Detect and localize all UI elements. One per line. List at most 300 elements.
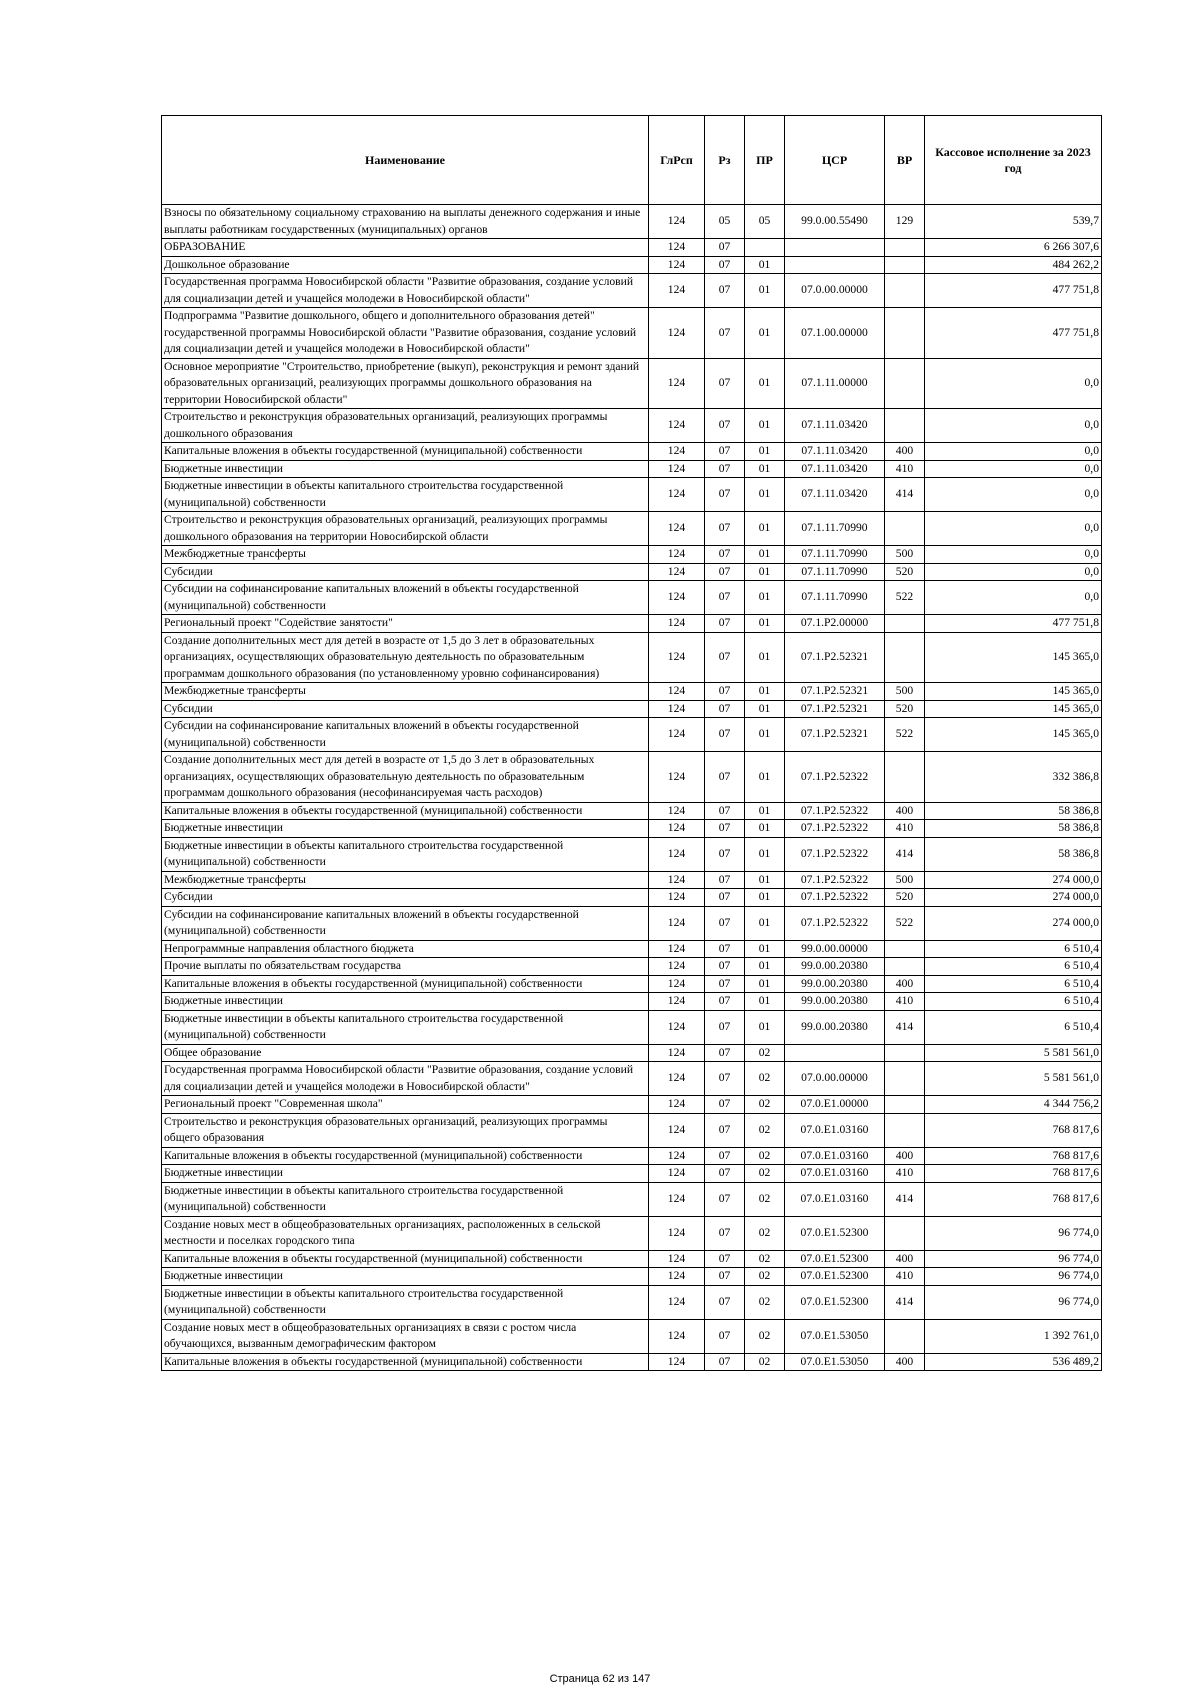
cell-amount: 0,0 (925, 512, 1102, 546)
table-row (162, 443, 1102, 461)
cell-pr: 01 (745, 802, 785, 820)
cell-vr (885, 615, 925, 633)
cell-name: Субсидии на софинансирование капитальных вложений в объекты государственной (муниципальной) собственности (162, 581, 649, 615)
cell-pr: 01 (745, 581, 785, 615)
cell-pr: 02 (745, 1353, 785, 1371)
cell-csr: 99.0.00.00000 (785, 940, 885, 958)
cell-name: Создание новых мест в общеобразовательных организациях в связи с ростом числа обучающихся, вызванным демографическим фактором (162, 1319, 649, 1353)
cell-pr: 01 (745, 752, 785, 803)
cell-csr: 07.1.P2.52322 (785, 871, 885, 889)
cell-glrsp: 124 (649, 906, 705, 940)
cell-amount: 477 751,8 (925, 308, 1102, 359)
cell-name: ОБРАЗОВАНИЕ (162, 239, 649, 257)
cell-pr: 01 (745, 308, 785, 359)
cell-vr: 410 (885, 1165, 925, 1183)
cell-rz: 07 (705, 581, 745, 615)
cell-pr: 05 (745, 205, 785, 239)
cell-pr: 01 (745, 460, 785, 478)
cell-csr: 07.1.11.00000 (785, 358, 885, 409)
cell-csr: 07.1.11.70990 (785, 563, 885, 581)
cell-vr: 129 (885, 205, 925, 239)
cell-amount: 6 510,4 (925, 993, 1102, 1011)
cell-amount: 0,0 (925, 478, 1102, 512)
header-vr: ВР (885, 116, 925, 205)
cell-amount: 539,7 (925, 205, 1102, 239)
cell-pr: 01 (745, 632, 785, 683)
cell-glrsp: 124 (649, 460, 705, 478)
cell-csr: 07.1.P2.00000 (785, 615, 885, 633)
cell-amount: 145 365,0 (925, 700, 1102, 718)
cell-pr: 02 (745, 1216, 785, 1250)
footer-total-pages: 147 (632, 1673, 651, 1685)
cell-amount: 0,0 (925, 546, 1102, 564)
cell-csr: 07.1.P2.52322 (785, 820, 885, 838)
cell-pr: 02 (745, 1062, 785, 1096)
cell-csr: 07.1.11.03420 (785, 460, 885, 478)
cell-vr (885, 308, 925, 359)
cell-pr: 01 (745, 443, 785, 461)
cell-vr: 414 (885, 1010, 925, 1044)
cell-csr: 99.0.00.20380 (785, 993, 885, 1011)
table-row (162, 308, 1102, 359)
cell-name: Взносы по обязательному социальному страхованию на выплаты денежного содержания и иные выплаты работникам государственных (муниципальных) органов (162, 205, 649, 239)
cell-amount: 145 365,0 (925, 632, 1102, 683)
cell-pr: 01 (745, 940, 785, 958)
cell-name: Бюджетные инвестиции в объекты капитального строительства государственной (муниципальной) собственности (162, 1010, 649, 1044)
cell-name: Бюджетные инвестиции (162, 1268, 649, 1286)
cell-csr: 07.0.E1.53050 (785, 1353, 885, 1371)
cell-amount: 1 392 761,0 (925, 1319, 1102, 1353)
cell-rz: 07 (705, 615, 745, 633)
cell-pr (745, 239, 785, 257)
table-row (162, 1044, 1102, 1062)
table-row (162, 563, 1102, 581)
table-row (162, 752, 1102, 803)
cell-name: Бюджетные инвестиции в объекты капитального строительства государственной (муниципальной) собственности (162, 1285, 649, 1319)
cell-rz: 07 (705, 940, 745, 958)
cell-csr: 07.1.P2.52322 (785, 906, 885, 940)
table-row (162, 940, 1102, 958)
cell-csr: 07.1.11.03420 (785, 443, 885, 461)
footer-prefix: Страница (549, 1673, 600, 1685)
cell-rz: 07 (705, 546, 745, 564)
cell-vr: 410 (885, 820, 925, 838)
cell-rz: 07 (705, 308, 745, 359)
cell-glrsp: 124 (649, 889, 705, 907)
table-row (162, 1010, 1102, 1044)
cell-rz: 07 (705, 837, 745, 871)
cell-rz: 07 (705, 1285, 745, 1319)
cell-glrsp: 124 (649, 837, 705, 871)
table-row (162, 1285, 1102, 1319)
cell-glrsp: 124 (649, 940, 705, 958)
cell-name: Межбюджетные трансферты (162, 871, 649, 889)
table-row (162, 1147, 1102, 1165)
cell-csr: 07.0.E1.52300 (785, 1268, 885, 1286)
cell-glrsp: 124 (649, 512, 705, 546)
cell-pr: 01 (745, 837, 785, 871)
footer-page-number: 62 (602, 1673, 615, 1685)
cell-vr (885, 1113, 925, 1147)
cell-glrsp: 124 (649, 581, 705, 615)
table-row (162, 460, 1102, 478)
cell-glrsp: 124 (649, 1096, 705, 1114)
table-row (162, 958, 1102, 976)
table-row (162, 1353, 1102, 1371)
cell-amount: 274 000,0 (925, 871, 1102, 889)
header-pr: ПР (745, 116, 785, 205)
cell-csr: 07.1.P2.52321 (785, 683, 885, 701)
cell-pr: 01 (745, 478, 785, 512)
cell-amount: 6 510,4 (925, 958, 1102, 976)
cell-amount: 0,0 (925, 581, 1102, 615)
cell-csr: 07.0.E1.03160 (785, 1147, 885, 1165)
cell-name: Бюджетные инвестиции (162, 993, 649, 1011)
cell-pr: 02 (745, 1268, 785, 1286)
cell-csr: 07.1.P2.52322 (785, 802, 885, 820)
cell-csr (785, 1044, 885, 1062)
cell-vr: 520 (885, 563, 925, 581)
cell-csr (785, 239, 885, 257)
table-row (162, 683, 1102, 701)
cell-name: Строительство и реконструкция образовательных организаций, реализующих программы общего образования (162, 1113, 649, 1147)
cell-csr: 07.1.P2.52322 (785, 752, 885, 803)
cell-csr: 99.0.00.20380 (785, 975, 885, 993)
cell-pr: 01 (745, 993, 785, 1011)
cell-pr: 01 (745, 906, 785, 940)
table-header (162, 116, 1102, 205)
header-rz: Рз (705, 116, 745, 205)
cell-pr: 01 (745, 958, 785, 976)
cell-rz: 07 (705, 632, 745, 683)
cell-vr (885, 1096, 925, 1114)
table-row (162, 1216, 1102, 1250)
table-row (162, 1250, 1102, 1268)
cell-csr: 07.0.E1.52300 (785, 1250, 885, 1268)
cell-vr: 414 (885, 837, 925, 871)
cell-amount: 6 266 307,6 (925, 239, 1102, 257)
cell-glrsp: 124 (649, 1165, 705, 1183)
cell-glrsp: 124 (649, 1062, 705, 1096)
cell-name: Капитальные вложения в объекты государственной (муниципальной) собственности (162, 975, 649, 993)
cell-pr: 01 (745, 871, 785, 889)
cell-glrsp: 124 (649, 1285, 705, 1319)
cell-glrsp: 124 (649, 546, 705, 564)
cell-amount: 332 386,8 (925, 752, 1102, 803)
cell-csr: 99.0.00.55490 (785, 205, 885, 239)
cell-vr: 500 (885, 871, 925, 889)
cell-csr: 07.0.00.00000 (785, 274, 885, 308)
cell-rz: 05 (705, 205, 745, 239)
cell-amount: 5 581 561,0 (925, 1044, 1102, 1062)
cell-rz: 07 (705, 700, 745, 718)
cell-name: Межбюджетные трансферты (162, 546, 649, 564)
cell-vr (885, 940, 925, 958)
cell-glrsp: 124 (649, 409, 705, 443)
cell-amount: 5 581 561,0 (925, 1062, 1102, 1096)
cell-name: Дошкольное образование (162, 256, 649, 274)
cell-vr: 414 (885, 1182, 925, 1216)
table-row (162, 615, 1102, 633)
cell-glrsp: 124 (649, 358, 705, 409)
cell-name: Бюджетные инвестиции в объекты капитального строительства государственной (муниципальной) собственности (162, 478, 649, 512)
table-row (162, 478, 1102, 512)
cell-rz: 07 (705, 563, 745, 581)
cell-vr (885, 256, 925, 274)
cell-csr: 07.1.00.00000 (785, 308, 885, 359)
cell-glrsp: 124 (649, 274, 705, 308)
table-row (162, 906, 1102, 940)
cell-amount: 145 365,0 (925, 683, 1102, 701)
table-row (162, 975, 1102, 993)
cell-vr: 500 (885, 546, 925, 564)
cell-rz: 07 (705, 906, 745, 940)
cell-csr: 07.0.E1.03160 (785, 1165, 885, 1183)
cell-amount: 274 000,0 (925, 889, 1102, 907)
cell-amount: 145 365,0 (925, 718, 1102, 752)
cell-name: Капитальные вложения в объекты государственной (муниципальной) собственности (162, 1147, 649, 1165)
cell-vr (885, 752, 925, 803)
cell-name: Субсидии на софинансирование капитальных вложений в объекты государственной (муниципальной) собственности (162, 718, 649, 752)
cell-glrsp: 124 (649, 1010, 705, 1044)
cell-pr: 01 (745, 409, 785, 443)
cell-name: Создание дополнительных мест для детей в возрасте от 1,5 до 3 лет в образовательных организациях, осуществляющих образовательную деятельность по образовательным программам дошкольного образования (несофинансируемая часть расходов) (162, 752, 649, 803)
table-row (162, 1062, 1102, 1096)
cell-pr: 01 (745, 256, 785, 274)
cell-amount: 6 510,4 (925, 975, 1102, 993)
cell-pr: 02 (745, 1044, 785, 1062)
table-row (162, 1182, 1102, 1216)
cell-amount: 4 344 756,2 (925, 1096, 1102, 1114)
table-row (162, 512, 1102, 546)
cell-csr: 07.1.P2.52321 (785, 718, 885, 752)
cell-vr: 400 (885, 975, 925, 993)
cell-amount: 96 774,0 (925, 1268, 1102, 1286)
cell-vr: 400 (885, 443, 925, 461)
table-row (162, 700, 1102, 718)
cell-name: Региональный проект "Современная школа" (162, 1096, 649, 1114)
cell-csr: 07.0.E1.53050 (785, 1319, 885, 1353)
header-glrsp: ГлРсп (649, 116, 705, 205)
cell-vr (885, 358, 925, 409)
cell-csr: 07.1.P2.52321 (785, 700, 885, 718)
cell-glrsp: 124 (649, 871, 705, 889)
cell-glrsp: 124 (649, 563, 705, 581)
cell-glrsp: 124 (649, 632, 705, 683)
cell-glrsp: 124 (649, 615, 705, 633)
cell-name: Капитальные вложения в объекты государственной (муниципальной) собственности (162, 1353, 649, 1371)
table-row (162, 871, 1102, 889)
cell-vr: 522 (885, 906, 925, 940)
cell-glrsp: 124 (649, 1044, 705, 1062)
table-row (162, 1096, 1102, 1114)
cell-rz: 07 (705, 1268, 745, 1286)
cell-vr (885, 958, 925, 976)
cell-rz: 07 (705, 1113, 745, 1147)
cell-vr (885, 632, 925, 683)
cell-pr: 01 (745, 820, 785, 838)
cell-amount: 58 386,8 (925, 802, 1102, 820)
cell-glrsp: 124 (649, 443, 705, 461)
cell-name: Общее образование (162, 1044, 649, 1062)
cell-name: Капитальные вложения в объекты государственной (муниципальной) собственности (162, 443, 649, 461)
cell-name: Бюджетные инвестиции в объекты капитального строительства государственной (муниципальной) собственности (162, 1182, 649, 1216)
table-row (162, 581, 1102, 615)
cell-pr: 02 (745, 1096, 785, 1114)
table-row (162, 889, 1102, 907)
cell-name: Строительство и реконструкция образовательных организаций, реализующих программы дошкольного образования (162, 409, 649, 443)
cell-rz: 07 (705, 512, 745, 546)
cell-pr: 01 (745, 889, 785, 907)
cell-name: Капитальные вложения в объекты государственной (муниципальной) собственности (162, 1250, 649, 1268)
cell-glrsp: 124 (649, 820, 705, 838)
cell-vr (885, 1216, 925, 1250)
cell-name: Субсидии (162, 563, 649, 581)
table-row (162, 1319, 1102, 1353)
cell-pr: 02 (745, 1250, 785, 1268)
cell-amount: 768 817,6 (925, 1147, 1102, 1165)
cell-csr: 07.1.11.70990 (785, 581, 885, 615)
cell-rz: 07 (705, 460, 745, 478)
cell-csr: 07.0.E1.00000 (785, 1096, 885, 1114)
table-row (162, 993, 1102, 1011)
cell-rz: 07 (705, 1147, 745, 1165)
cell-amount: 0,0 (925, 460, 1102, 478)
cell-glrsp: 124 (649, 752, 705, 803)
table-row (162, 274, 1102, 308)
page-footer (0, 1673, 1200, 1685)
cell-rz: 07 (705, 443, 745, 461)
cell-csr: 07.0.E1.52300 (785, 1285, 885, 1319)
cell-glrsp: 124 (649, 256, 705, 274)
cell-glrsp: 124 (649, 239, 705, 257)
cell-vr (885, 409, 925, 443)
cell-amount: 768 817,6 (925, 1113, 1102, 1147)
cell-name: Субсидии на софинансирование капитальных вложений в объекты государственной (муниципальной) собственности (162, 906, 649, 940)
cell-name: Непрограммные направления областного бюджета (162, 940, 649, 958)
cell-rz: 07 (705, 1216, 745, 1250)
cell-pr: 01 (745, 700, 785, 718)
cell-glrsp: 124 (649, 1250, 705, 1268)
cell-csr: 07.1.11.03420 (785, 478, 885, 512)
cell-name: Подпрограмма "Развитие дошкольного, общего и дополнительного образования детей" государственной программы Новосибирской области "Развитие образования, создание условий для социализации детей и учащейся молодежи в Новосибирской области" (162, 308, 649, 359)
cell-glrsp: 124 (649, 1216, 705, 1250)
cell-glrsp: 124 (649, 1268, 705, 1286)
table-row (162, 358, 1102, 409)
cell-name: Бюджетные инвестиции (162, 820, 649, 838)
cell-name: Капитальные вложения в объекты государственной (муниципальной) собственности (162, 802, 649, 820)
cell-rz: 07 (705, 752, 745, 803)
cell-pr: 01 (745, 975, 785, 993)
cell-amount: 0,0 (925, 358, 1102, 409)
cell-rz: 07 (705, 274, 745, 308)
cell-glrsp: 124 (649, 958, 705, 976)
cell-name: Прочие выплаты по обязательствам государства (162, 958, 649, 976)
cell-pr: 01 (745, 615, 785, 633)
cell-rz: 07 (705, 478, 745, 512)
cell-name: Государственная программа Новосибирской области "Развитие образования, создание условий для социализации детей и учащейся молодежи в Новосибирской области" (162, 274, 649, 308)
cell-amount: 96 774,0 (925, 1285, 1102, 1319)
cell-csr: 07.1.11.70990 (785, 546, 885, 564)
table-row (162, 256, 1102, 274)
cell-glrsp: 124 (649, 1147, 705, 1165)
cell-amount: 768 817,6 (925, 1182, 1102, 1216)
cell-name: Государственная программа Новосибирской области "Развитие образования, создание условий для социализации детей и учащейся молодежи в Новосибирской области" (162, 1062, 649, 1096)
cell-glrsp: 124 (649, 993, 705, 1011)
budget-table (161, 115, 1102, 1371)
cell-csr: 07.1.P2.52321 (785, 632, 885, 683)
cell-rz: 07 (705, 1182, 745, 1216)
table-row (162, 546, 1102, 564)
cell-amount: 0,0 (925, 563, 1102, 581)
cell-amount: 536 489,2 (925, 1353, 1102, 1371)
cell-amount: 768 817,6 (925, 1165, 1102, 1183)
cell-csr: 07.1.P2.52322 (785, 889, 885, 907)
cell-name: Межбюджетные трансферты (162, 683, 649, 701)
cell-glrsp: 124 (649, 683, 705, 701)
cell-vr: 522 (885, 718, 925, 752)
cell-rz: 07 (705, 1165, 745, 1183)
cell-vr (885, 239, 925, 257)
cell-name: Региональный проект "Содействие занятости" (162, 615, 649, 633)
cell-amount: 484 262,2 (925, 256, 1102, 274)
cell-amount: 477 751,8 (925, 274, 1102, 308)
cell-name: Бюджетные инвестиции в объекты капитального строительства государственной (муниципальной) собственности (162, 837, 649, 871)
cell-rz: 07 (705, 993, 745, 1011)
cell-rz: 07 (705, 358, 745, 409)
table-row (162, 632, 1102, 683)
header-amount: Кассовое исполнение за 2023 год (925, 116, 1102, 205)
cell-rz: 07 (705, 958, 745, 976)
cell-csr: 99.0.00.20380 (785, 958, 885, 976)
cell-glrsp: 124 (649, 1113, 705, 1147)
table-row (162, 1268, 1102, 1286)
cell-rz: 07 (705, 802, 745, 820)
cell-name: Бюджетные инвестиции (162, 1165, 649, 1183)
cell-pr: 02 (745, 1147, 785, 1165)
cell-rz: 07 (705, 718, 745, 752)
cell-vr: 520 (885, 700, 925, 718)
cell-name: Создание дополнительных мест для детей в возрасте от 1,5 до 3 лет в образовательных организациях, осуществляющих образовательную деятельность по образовательным программам дошкольного образования (по установленному уровню софинансирования) (162, 632, 649, 683)
cell-pr: 02 (745, 1285, 785, 1319)
cell-csr (785, 256, 885, 274)
cell-vr: 400 (885, 1250, 925, 1268)
cell-amount: 6 510,4 (925, 1010, 1102, 1044)
cell-glrsp: 124 (649, 718, 705, 752)
cell-name: Основное мероприятие "Строительство, приобретение (выкуп), реконструкция и ремонт зданий образовательных организаций, реализующих программы дошкольного образования на территории Новосибирской области" (162, 358, 649, 409)
cell-amount: 0,0 (925, 443, 1102, 461)
cell-rz: 07 (705, 683, 745, 701)
cell-name: Субсидии (162, 700, 649, 718)
table-row (162, 239, 1102, 257)
cell-vr: 410 (885, 460, 925, 478)
header-csr: ЦСР (785, 116, 885, 205)
cell-glrsp: 124 (649, 975, 705, 993)
cell-pr: 01 (745, 718, 785, 752)
cell-pr: 01 (745, 683, 785, 701)
cell-vr: 522 (885, 581, 925, 615)
cell-rz: 07 (705, 1044, 745, 1062)
table-row (162, 718, 1102, 752)
cell-amount: 58 386,8 (925, 820, 1102, 838)
cell-amount: 58 386,8 (925, 837, 1102, 871)
cell-vr: 400 (885, 802, 925, 820)
cell-pr: 02 (745, 1182, 785, 1216)
table-row (162, 802, 1102, 820)
cell-glrsp: 124 (649, 802, 705, 820)
cell-glrsp: 124 (649, 478, 705, 512)
cell-vr (885, 1319, 925, 1353)
